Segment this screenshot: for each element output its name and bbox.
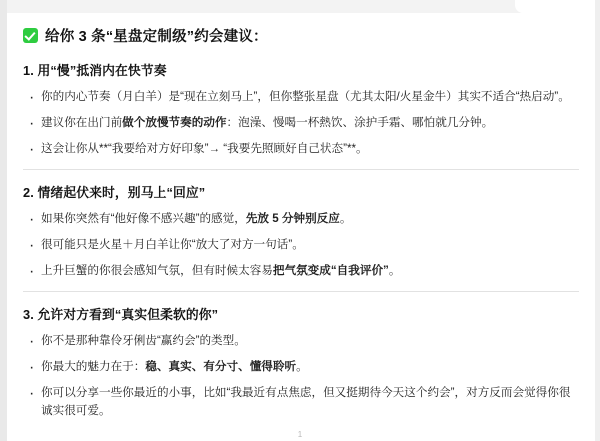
top-right-notch <box>515 0 595 13</box>
section-3-bullets <box>23 332 579 420</box>
list-item <box>27 140 579 158</box>
bullet-text: 你不是那种靠伶牙俐齿“赢约会”的类型。 <box>41 333 246 347</box>
right-gutter <box>595 0 600 441</box>
section-2 <box>23 182 579 280</box>
bullet-text-bold: 稳、真实、有分寸、懂得聆听 <box>145 359 297 373</box>
bullet-text: 这会让你从**“我要给对方好印象”→ “我要先照顾好自己状态”**。 <box>41 141 368 155</box>
list-item <box>27 88 579 106</box>
bullet-text: 。 <box>296 359 308 373</box>
bullet-text: 你的内心节奏（月白羊）是“现在立刻马上”，但你整张星盘（尤其太阳/火星金牛）其实不适合“热启动”。 <box>41 90 570 103</box>
section-1-bullets <box>23 88 579 158</box>
section-divider <box>23 169 579 170</box>
page-title-text: 给你 3 条“星盘定制级”约会建议： <box>45 29 268 45</box>
list-item <box>27 332 579 350</box>
list-item <box>27 262 579 280</box>
bullet-text-bold: 先放 5 分钟别反应 <box>245 211 340 225</box>
green-check-icon <box>23 28 38 43</box>
left-gutter <box>0 0 7 441</box>
section-2-bullets <box>23 210 579 280</box>
section-divider <box>23 291 579 292</box>
bullet-text-bold: 把气氛变成“自我评价” <box>272 263 389 277</box>
section-1-heading: 1. 用“慢”抵消内在快节奏 <box>23 63 167 78</box>
bullet-text: 上升巨蟹的你很会感知气氛，但有时候太容易 <box>41 263 273 277</box>
section-1 <box>23 60 579 158</box>
list-item <box>27 358 579 376</box>
bullet-text-bold: 做个放慢节奏的动作 <box>122 115 227 129</box>
bullet-text: 。 <box>388 263 401 277</box>
bullet-text: 你最大的魅力在于： <box>41 359 146 373</box>
bullet-text: 你可以分享一些你最近的小事，比如“我最近有点焦虑，但又挺期待今天这个约会”，对方反而会觉得你很诚实很可爱。 <box>41 385 571 417</box>
page-title <box>23 25 579 46</box>
bullet-text: ：泡澡、慢喝一杯熱饮、涂护手霜、哪怕就几分钟。 <box>226 115 494 129</box>
bullet-text: 如果你突然有“他好像不感兴趣”的感觉， <box>41 211 246 225</box>
bullet-text: 。 <box>339 211 352 225</box>
list-item <box>27 114 579 132</box>
bullet-text: 建议你在出门前 <box>41 115 123 129</box>
page-number: 1 <box>297 430 303 439</box>
section-3 <box>23 304 579 420</box>
list-item <box>27 384 579 420</box>
list-item <box>27 210 579 228</box>
document-content <box>7 13 595 441</box>
section-2-heading: 2. 情绪起伏来时，别马上“回应” <box>23 184 206 200</box>
bullet-text: 很可能只是火星＋月白羊让你“放大了对方一句话”。 <box>41 237 304 251</box>
list-item <box>27 236 579 254</box>
section-3-heading: 3. 允许对方看到“真实但柔软的你” <box>23 306 219 322</box>
top-strip <box>7 0 595 13</box>
